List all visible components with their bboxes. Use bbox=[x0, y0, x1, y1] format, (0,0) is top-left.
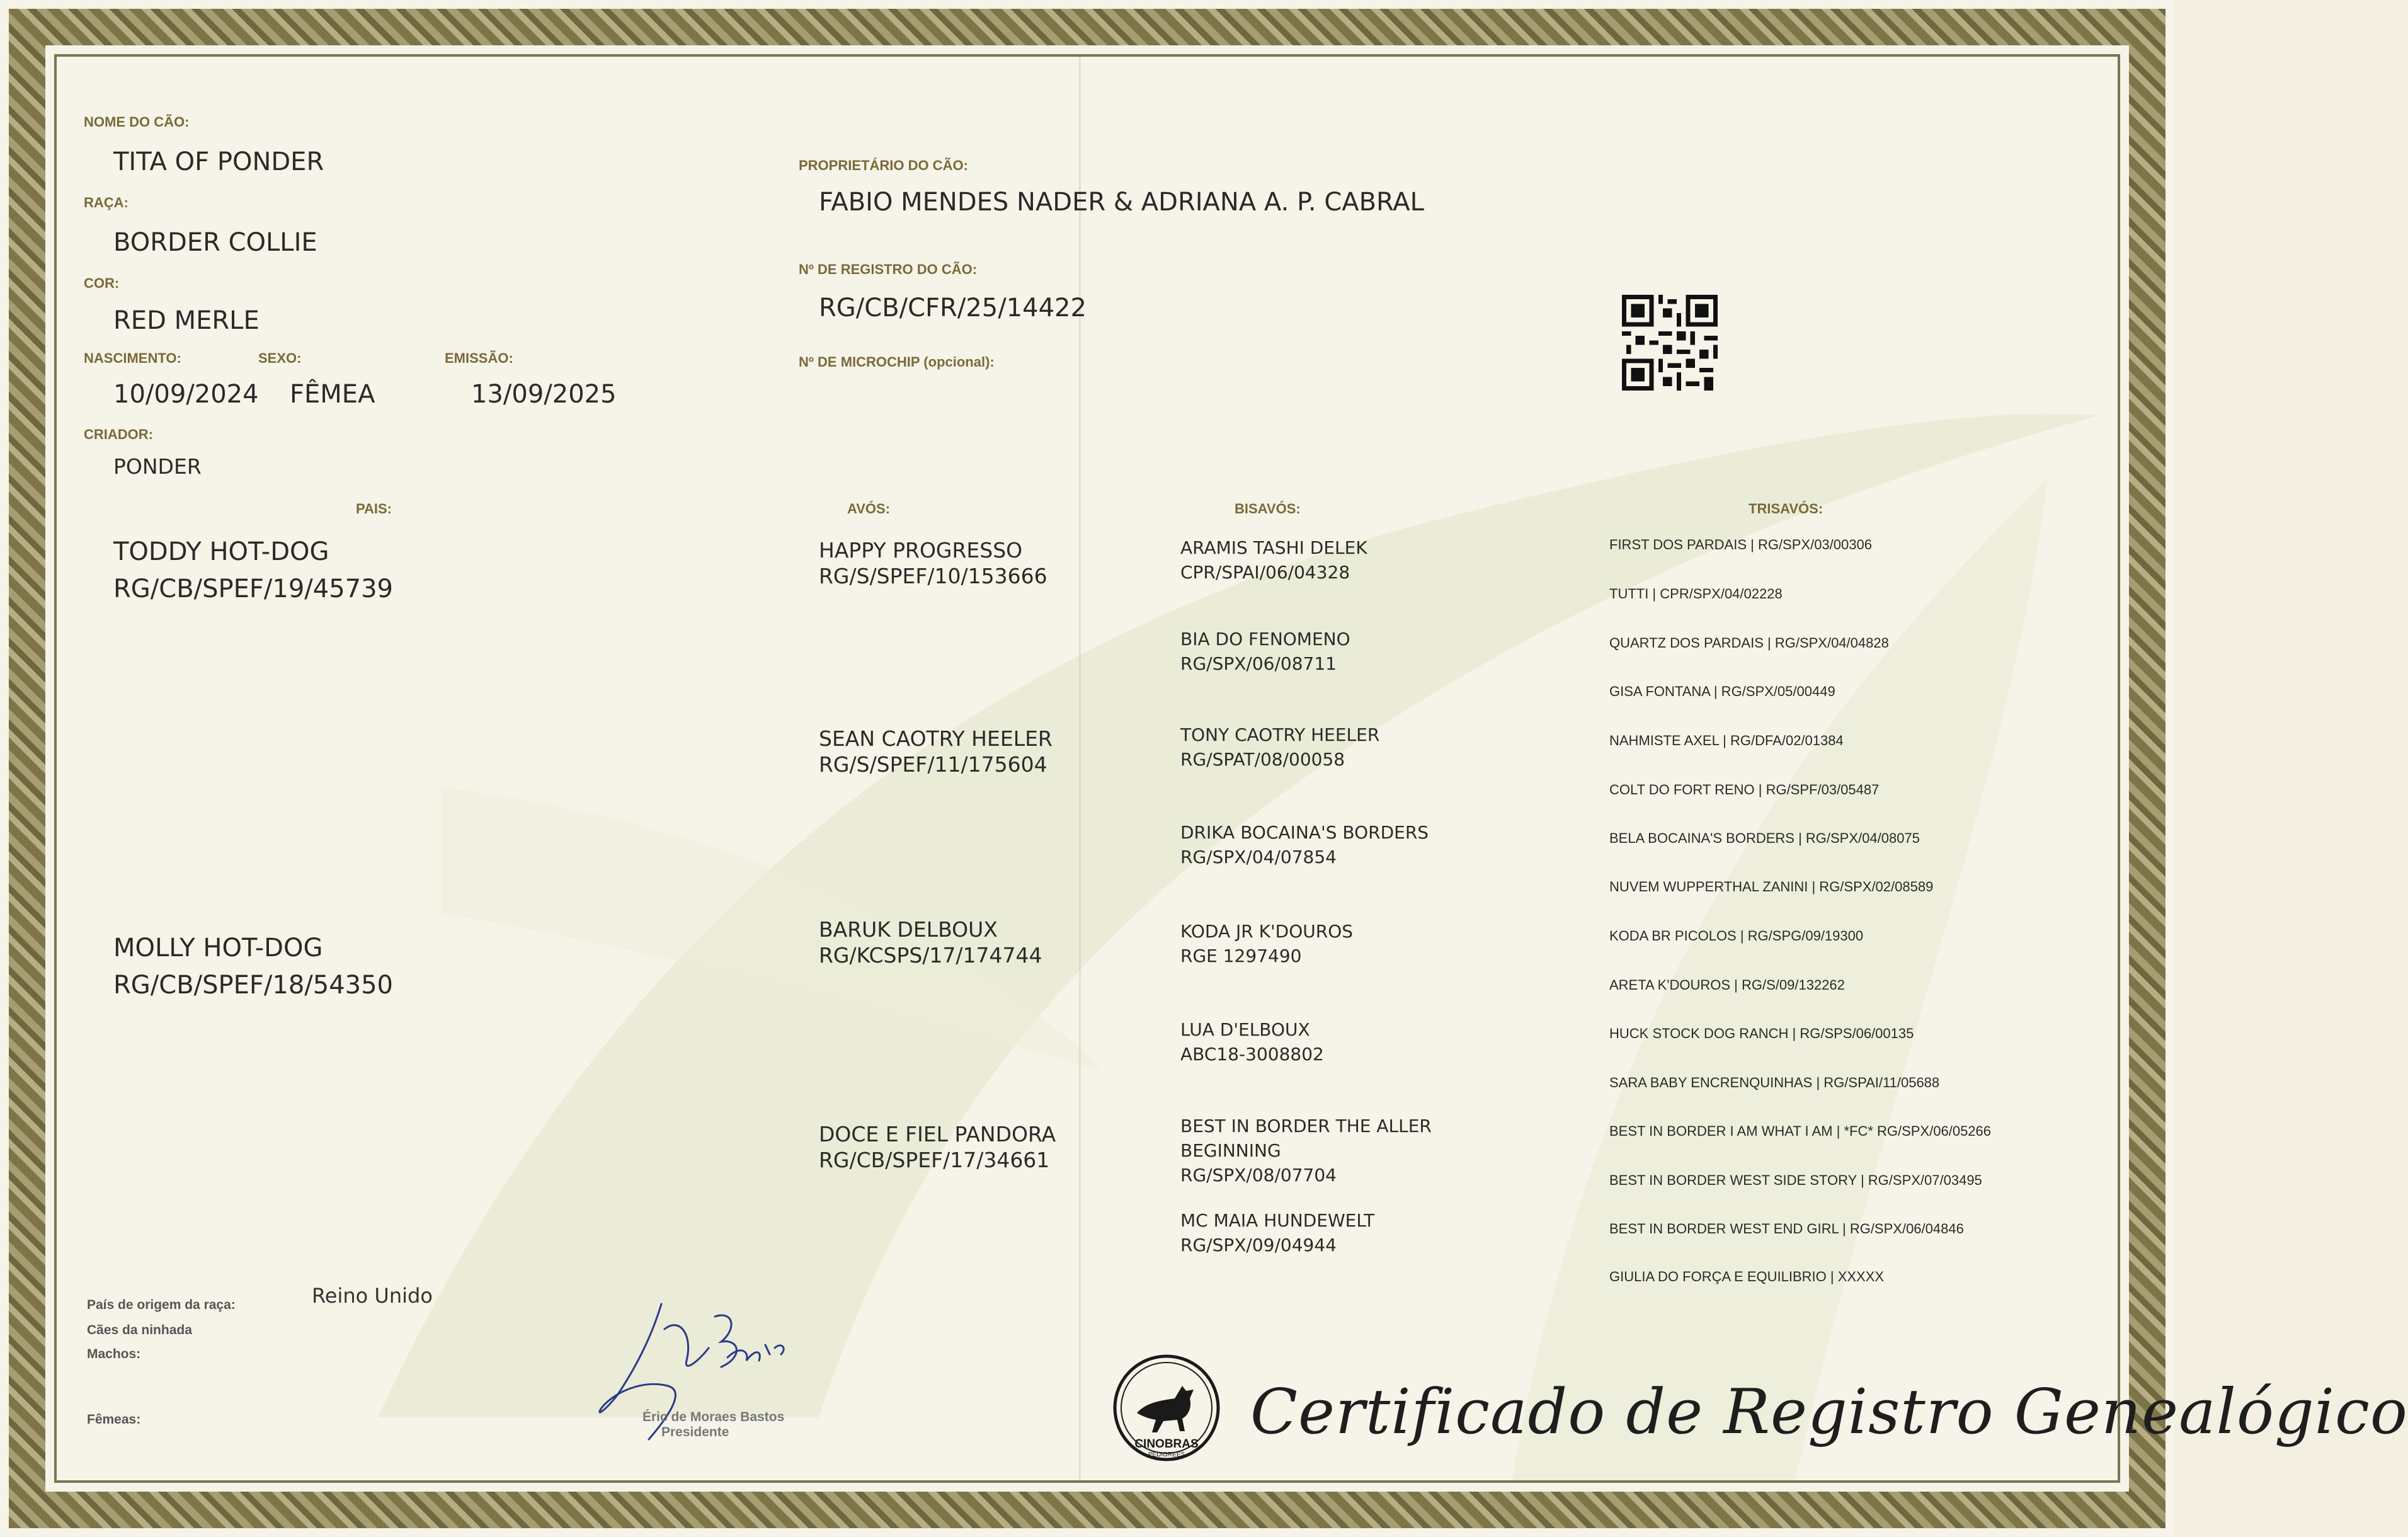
trisavo-3: QUARTZ DOS PARDAIS | RG/SPX/04/04828 bbox=[1609, 635, 1889, 651]
label-femeas: Fêmeas: bbox=[87, 1412, 141, 1427]
label-proprietario: PROPRIETÁRIO DO CÃO: bbox=[799, 157, 968, 173]
label-nascimento: NASCIMENTO: bbox=[84, 350, 181, 366]
great-grandparent-5: KODA JR K'DOUROS RGE 1297490 bbox=[1180, 921, 1354, 966]
issue-date: 13/09/2025 bbox=[471, 380, 617, 409]
dam-registration: RG/CB/SPEF/18/54350 bbox=[113, 971, 394, 1000]
cinobras-logo bbox=[1112, 1353, 1222, 1463]
dam-name: MOLLY HOT-DOG bbox=[113, 934, 323, 963]
dog-sex: FÊMEA bbox=[290, 380, 375, 409]
label-pais-de-origem: País de origem da raça: bbox=[87, 1298, 236, 1312]
great-grandparent-3: TONY CAOTRY HEELER RG/SPAT/08/00058 bbox=[1180, 724, 1380, 770]
origin-country: Reino Unido bbox=[312, 1284, 433, 1308]
trisavo-15: BEST IN BORDER WEST END GIRL | RG/SPX/06/04846 bbox=[1609, 1221, 1964, 1237]
trisavo-16: GIULIA DO FORÇA E EQUILIBRIO | XXXXX bbox=[1609, 1269, 1885, 1284]
label-machos: Machos: bbox=[87, 1347, 141, 1361]
label-caes-da-ninhada: Cães da ninhada bbox=[87, 1323, 192, 1337]
dog-birth-date: 10/09/2024 bbox=[113, 380, 259, 409]
signatory-title: Presidente bbox=[661, 1425, 729, 1439]
dog-breeder: PONDER bbox=[113, 454, 202, 479]
label-trisavos: TRISAVÓS: bbox=[1749, 501, 1823, 517]
registration-number: RG/CB/CFR/25/14422 bbox=[819, 294, 1087, 323]
sire-name: TODDY HOT-DOG bbox=[113, 537, 329, 566]
dog-color: RED MERLE bbox=[113, 306, 260, 335]
trisavo-8: NUVEM WUPPERTHAL ZANINI | RG/SPX/02/08589 bbox=[1609, 879, 1934, 894]
label-emissao: EMISSÃO: bbox=[445, 350, 513, 366]
qr-code-icon bbox=[1622, 295, 1718, 391]
grandparent-1: HAPPY PROGRESSO RG/S/SPEF/10/153666 bbox=[819, 538, 1047, 588]
label-microchip: Nº DE MICROCHIP (opcional): bbox=[799, 354, 995, 370]
label-registro: Nº DE REGISTRO DO CÃO: bbox=[799, 261, 978, 277]
trisavo-1: FIRST DOS PARDAIS | RG/SPX/03/00306 bbox=[1609, 537, 1872, 552]
great-grandparent-2: BIA DO FENOMENO RG/SPX/06/08711 bbox=[1180, 629, 1350, 674]
great-grandparent-6: LUA D'ELBOUX ABC18-3008802 bbox=[1180, 1019, 1324, 1065]
trisavo-4: GISA FONTANA | RG/SPX/05/00449 bbox=[1609, 683, 1835, 699]
sire-registration: RG/CB/SPEF/19/45739 bbox=[113, 574, 394, 603]
certificate-title: Certificado de Registro Genealógico bbox=[1250, 1376, 2408, 1448]
signatory-name: Éric de Moraes Bastos bbox=[642, 1410, 785, 1424]
trisavo-12: SARA BABY ENCRENQUINHAS | RG/SPAI/11/05688 bbox=[1609, 1075, 1940, 1090]
trisavo-5: NAHMISTE AXEL | RG/DFA/02/01384 bbox=[1609, 733, 1844, 748]
trisavo-13: BEST IN BORDER I AM WHAT I AM | *FC* RG/SPX/06/05266 bbox=[1609, 1123, 1992, 1139]
svg-text:PEDIGREES: PEDIGREES bbox=[1148, 1451, 1185, 1458]
owner-name: FABIO MENDES NADER & ADRIANA A. P. CABRAL bbox=[819, 188, 1424, 217]
label-criador: CRIADOR: bbox=[84, 426, 153, 442]
trisavo-10: ARETA K'DOUROS | RG/S/09/132262 bbox=[1609, 977, 1845, 993]
great-grandparent-1: ARAMIS TASHI DELEK CPR/SPAI/06/04328 bbox=[1180, 537, 1367, 583]
great-grandparent-7: BEST IN BORDER THE ALLER BEGINNING RG/SPX/08/07704 bbox=[1180, 1116, 1432, 1186]
dog-breed: BORDER COLLIE bbox=[113, 228, 317, 257]
great-grandparent-8: MC MAIA HUNDEWELT RG/SPX/09/04944 bbox=[1180, 1210, 1375, 1255]
dog-name: TITA OF PONDER bbox=[113, 147, 324, 176]
label-nome-do-cao: NOME DO CÃO: bbox=[84, 114, 190, 130]
trisavo-11: HUCK STOCK DOG RANCH | RG/SPS/06/00135 bbox=[1609, 1026, 1914, 1041]
trisavo-6: COLT DO FORT RENO | RG/SPF/03/05487 bbox=[1609, 782, 1880, 797]
grandparent-3: BARUK DELBOUX RG/KCSPS/17/174744 bbox=[819, 917, 1042, 968]
label-avos: AVÓS: bbox=[847, 501, 891, 517]
label-raca: RAÇA: bbox=[84, 195, 128, 210]
trisavo-9: KODA BR PICOLOS | RG/SPG/09/19300 bbox=[1609, 928, 1864, 944]
trisavo-14: BEST IN BORDER WEST SIDE STORY | RG/SPX/07/03495 bbox=[1609, 1172, 1982, 1188]
grandparent-2: SEAN CAOTRY HEELER RG/S/SPEF/11/175604 bbox=[819, 726, 1053, 777]
trisavo-7: BELA BOCAINA'S BORDERS | RG/SPX/04/08075 bbox=[1609, 830, 1920, 846]
label-sexo: SEXO: bbox=[258, 350, 302, 366]
great-grandparent-4: DRIKA BOCAINA'S BORDERS RG/SPX/04/07854 bbox=[1180, 822, 1429, 867]
grandparent-4: DOCE E FIEL PANDORA RG/CB/SPEF/17/34661 bbox=[819, 1122, 1056, 1172]
label-pais: PAIS: bbox=[356, 501, 392, 517]
trisavo-2: TUTTI | CPR/SPX/04/02228 bbox=[1609, 586, 1783, 602]
label-cor: COR: bbox=[84, 275, 120, 291]
label-bisavos: BISAVÓS: bbox=[1235, 501, 1301, 517]
svg-text:CINOBRAS: CINOBRAS bbox=[1134, 1437, 1199, 1451]
